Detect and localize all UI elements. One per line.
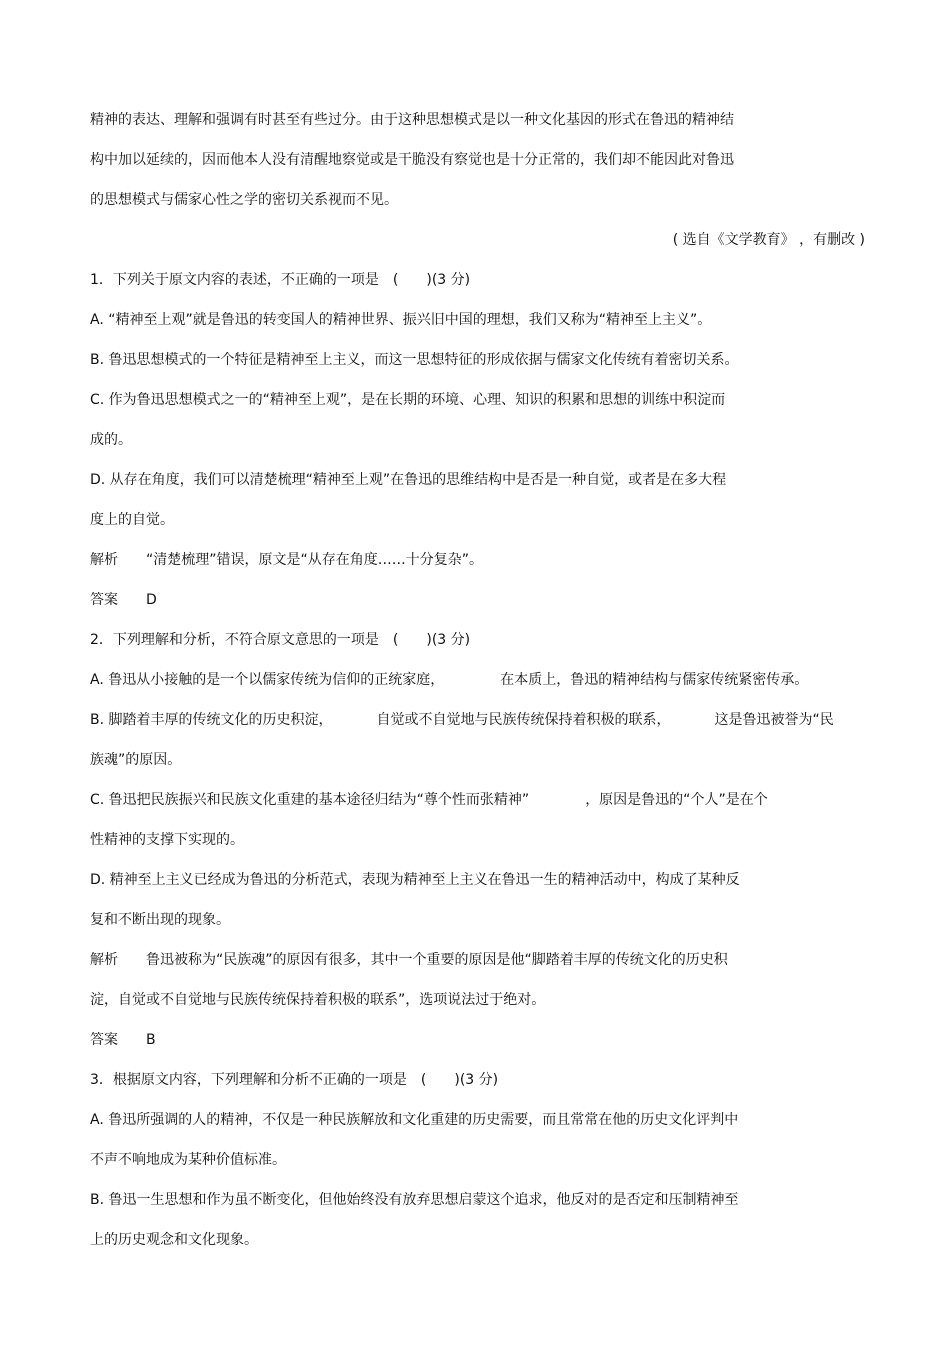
q1-option-c-line-1: C. 作为鲁迅思想模式之一的“精神至上观”，是在长期的环境、心理、知识的积累和思想的训练中积淀而 xyxy=(90,392,726,408)
q2-stem xyxy=(90,631,470,649)
q1-analysis-text: “清楚梳理”错误，原文是“从存在角度……十分复杂”。 xyxy=(146,552,484,568)
q2-analysis-label: 解析 xyxy=(90,952,118,968)
q2-option-d-line-2: 复和不断出现的现象。 xyxy=(90,912,230,928)
q2-blank: ( )(3 分) xyxy=(392,632,471,648)
q2-option-b-line-1 xyxy=(90,711,834,729)
q2-answer-label: 答案 xyxy=(90,1032,118,1048)
q1-option-b: B. 鲁迅思想模式的一个特征是精神至上主义，而这一思想特征的形成依据与儒家文化传统有着密切关系。 xyxy=(90,352,739,368)
q2-option-c-part-2: ，原因是鲁迅的“个人”是在个 xyxy=(585,792,768,808)
q2-option-c-part-1: C. 鲁迅把民族振兴和民族文化重建的基本途径归结为“尊个性而张精神” xyxy=(90,792,530,808)
q2-analysis-line-1 xyxy=(90,951,728,969)
q1-option-d-line-2: 度上的自觉。 xyxy=(90,512,174,528)
q1-option-d-line-1: D. 从存在角度，我们可以清楚梳理“精神至上观”在鲁迅的思维结构中是否是一种自觉，或者是在多大程 xyxy=(90,472,727,488)
q3-stem-text: 3．根据原文内容，下列理解和分析不正确的一项是 xyxy=(90,1072,407,1088)
q3-blank: ( )(3 分) xyxy=(420,1072,499,1088)
q2-option-a-part-1: A. 鲁迅从小接触的是一个以儒家传统为信仰的正统家庭， xyxy=(90,672,445,688)
q2-option-b-part-1: B. 脚踏着丰厚的传统文化的历史积淀， xyxy=(90,712,333,728)
q2-option-c-line-2: 性精神的支撑下实现的。 xyxy=(90,832,244,848)
q1-analysis-label: 解析 xyxy=(90,552,118,568)
q2-analysis-line-2: 淀，自觉或不自觉地与民族传统保持着积极的联系”，选项说法过于绝对。 xyxy=(90,992,546,1008)
passage-line-1: 精神的表达、理解和强调有时甚至有些过分。由于这种思想模式是以一种文化基因的形式在鲁迅的精神结 xyxy=(90,112,734,128)
q3-option-a-line-2: 不声不响地成为某种价值标准。 xyxy=(90,1152,286,1168)
q2-option-b-part-2: 自觉或不自觉地与民族传统保持着积极的联系， xyxy=(376,712,671,728)
q1-analysis xyxy=(90,551,483,569)
q2-answer-value: B xyxy=(146,1032,156,1048)
q1-option-a: A. “精神至上观”就是鲁迅的转变国人的精神世界、振兴旧中国的理想，我们又称为“精神至上主义”。 xyxy=(90,312,712,328)
q2-option-a xyxy=(90,671,808,689)
q1-blank: ( )(3 分) xyxy=(392,272,471,288)
q3-option-b-line-2: 上的历史观念和文化现象。 xyxy=(90,1232,258,1248)
passage-line-3: 的思想模式与儒家心性之学的密切关系视而不见。 xyxy=(90,192,398,208)
q3-stem xyxy=(90,1071,498,1089)
q2-analysis-text-1: 鲁迅被称为“民族魂”的原因有很多，其中一个重要的原因是他“脚踏着丰厚的传统文化的历史积 xyxy=(146,952,728,968)
q2-option-b-part-3: 这是鲁迅被誉为“民 xyxy=(714,712,834,728)
q2-option-b-line-2: 族魂”的原因。 xyxy=(90,752,182,768)
q1-option-c-line-2: 成的。 xyxy=(90,432,132,448)
source-citation: ( 选自《文学教育》 ，有删改 ) xyxy=(672,232,865,248)
q2-option-d-line-1: D. 精神至上主义已经成为鲁迅的分析范式，表现为精神至上主义在鲁迅一生的精神活动中，构成了某种反 xyxy=(90,872,740,888)
q2-stem-text: 2．下列理解和分析，不符合原文意思的一项是 xyxy=(90,632,379,648)
passage-line-2: 构中加以延续的，因而他本人没有清醒地察觉或是干脆没有察觉也是十分正常的，我们却不能因此对鲁迅 xyxy=(90,152,734,168)
q2-answer xyxy=(90,1031,156,1049)
q1-answer-label: 答案 xyxy=(90,592,118,608)
q1-answer xyxy=(90,591,157,609)
q3-option-a-line-1: A. 鲁迅所强调的人的精神，不仅是一种民族解放和文化重建的历史需要，而且常常在他的历史文化评判中 xyxy=(90,1112,739,1128)
q1-stem xyxy=(90,271,470,289)
q1-answer-value: D xyxy=(146,592,157,608)
q3-option-b-line-1: B. 鲁迅一生思想和作为虽不断变化，但他始终没有放弃思想启蒙这个追求，他反对的是否定和压制精神至 xyxy=(90,1192,739,1208)
q2-option-a-part-2: 在本质上，鲁迅的精神结构与儒家传统紧密传承。 xyxy=(500,672,809,688)
q1-stem-text: 1．下列关于原文内容的表述，不正确的一项是 xyxy=(90,272,379,288)
q2-option-c-line-1 xyxy=(90,791,768,809)
